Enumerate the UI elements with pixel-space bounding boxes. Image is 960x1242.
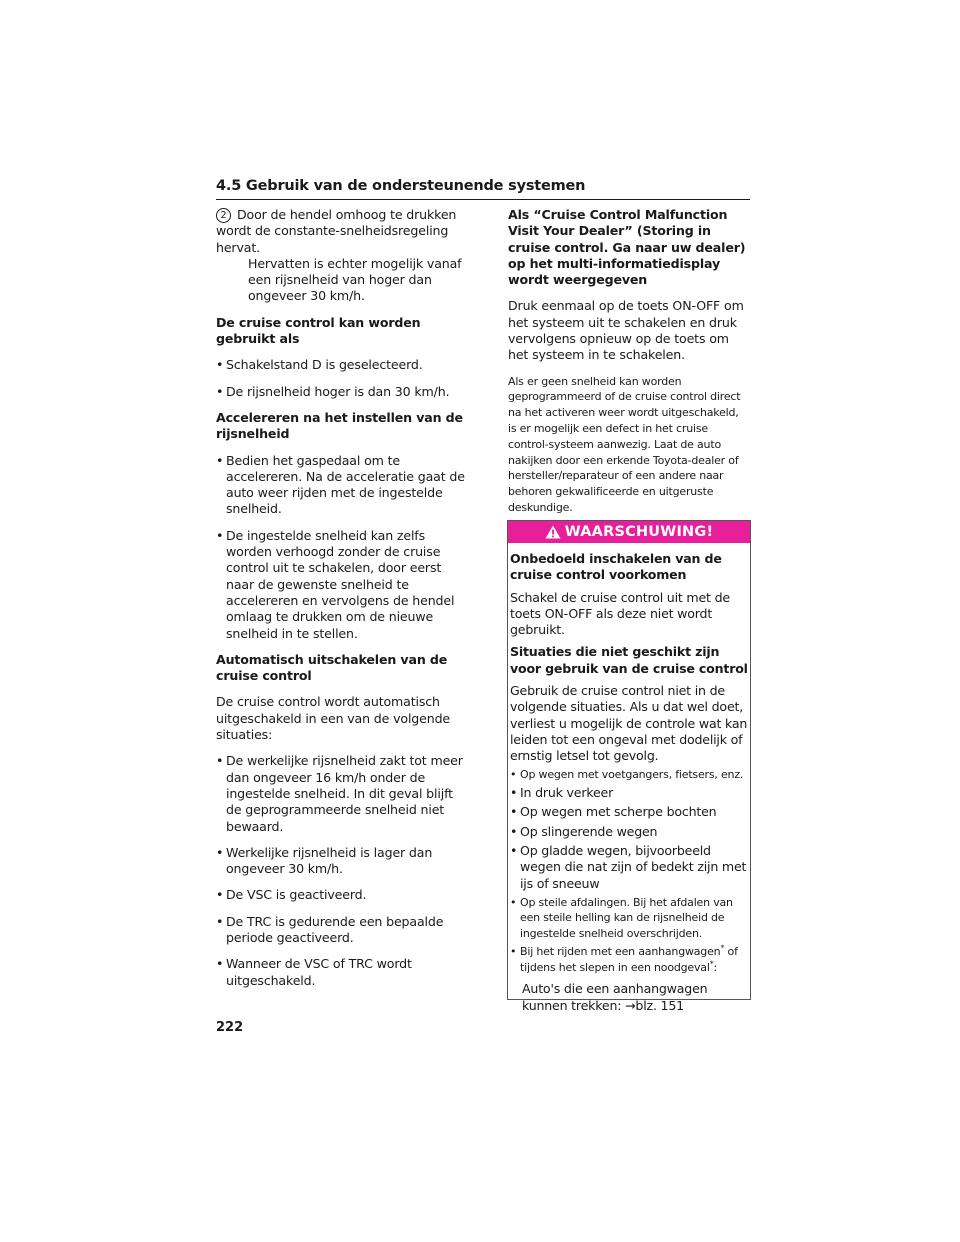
bullet-dot: • bbox=[510, 895, 517, 909]
step-number-badge: 2 bbox=[216, 208, 231, 223]
bullet-dot: • bbox=[216, 527, 224, 543]
list-item: • Bij het rijden met een aanhangwagen* of tijdens het slepen in een noodgeval*: bbox=[510, 943, 738, 974]
warning-para-2: Gebruik de cruise control niet in de volgende situaties. Als u dat wel doet, verliest u mogelijk de controle wat kan leiden tot een ongeval met dodelijk of ernstig letsel tot gevolg. bbox=[510, 683, 748, 764]
list-item: • Op wegen met scherpe bochten bbox=[510, 804, 717, 820]
malfunction-note: Als er geen snelheid kan worden geprogrammeerd of de cruise control direct na het activeren weer wordt uitgeschakeld, is er mogelijk een defect in het cruise control-systeem aanwezig. Laat de auto nakijken door een erkende Toyota-dealer of hersteller/reparateur of een andere naar behoren gekwalificeerde en uitgeruste deskundige. bbox=[508, 374, 741, 515]
right-column bbox=[508, 207, 750, 536]
malfunction-instruction: Druk eenmaal op de toets ON-OFF om het systeem uit te schakelen en druk vervolgens opnieuw op de toets om het systeem in te schakelen. bbox=[508, 298, 744, 363]
bullet-dot: • bbox=[510, 804, 518, 820]
bullet-dot: • bbox=[216, 887, 224, 903]
warning-body bbox=[508, 543, 750, 1014]
page-number: 222 bbox=[216, 1020, 244, 1035]
bullet-dot: • bbox=[216, 913, 224, 929]
list-item: • De werkelijke rijsnelheid zakt tot meer dan ongeveer 16 km/h onder de ingestelde snelheid. In dit geval blijft de geprogrammeerde snelheid niet bewaard. bbox=[216, 753, 463, 834]
list-item: • Wanneer de VSC of TRC wordt uitgeschakeld. bbox=[216, 956, 412, 988]
bullet-dot: • bbox=[216, 383, 224, 399]
list-item: • De TRC is gedurende een bepaalde periode geactiveerd. bbox=[216, 913, 444, 945]
footnote-star: * bbox=[709, 959, 714, 969]
heading-accelerate: Accelereren na het instellen van de rijsnelheid bbox=[216, 409, 463, 442]
bullet-dot: • bbox=[216, 357, 224, 373]
auto-off-intro: De cruise control wordt automatisch uitgeschakeld in een van de volgende situaties: bbox=[216, 694, 451, 743]
footnote-star: * bbox=[720, 943, 725, 953]
warning-title: WAARSCHUWING! bbox=[564, 524, 714, 540]
list-item: • De ingestelde snelheid kan zelfs worden verhoogd zonder de cruise control uit te schakelen, door eerst naar de gewenste snelheid te accelereren en vervolgens de hendel omlaag te drukken om de nieuwe snelheid in te stellen. bbox=[216, 527, 455, 641]
heading-auto-off: Automatisch uitschakelen van de cruise control bbox=[216, 651, 448, 684]
list-item: • Schakelstand D is geselecteerd. bbox=[216, 357, 423, 373]
list-item: • In druk verkeer bbox=[510, 785, 614, 801]
warning-box bbox=[507, 520, 751, 1013]
header-rule bbox=[216, 199, 750, 200]
warning-header bbox=[508, 521, 750, 543]
warning-para-1: Schakel de cruise control uit met de toets ON-OFF als deze niet wordt gebruikt. bbox=[510, 589, 730, 638]
bullet-dot: • bbox=[216, 844, 224, 860]
section-header: 4.5 Gebruik van de ondersteunende systemen bbox=[216, 178, 586, 194]
bullet-dot: • bbox=[216, 956, 224, 972]
heading-malfunction: Als “Cruise Control Malfunction Visit Your Dealer” (Storing in cruise control. Ga naar uw dealer) op het multi-informatiedisplay wordt weergegeven bbox=[508, 207, 746, 288]
list-item: • Op steile afdalingen. Bij het afdalen van een steile helling kan de rijsnelheid de ingestelde snelheid overschrijden. bbox=[510, 895, 733, 940]
list-item: • Werkelijke rijsnelheid is lager dan ongeveer 30 km/h. bbox=[216, 844, 433, 877]
list-item: • Bedien het gaspedaal om te accelereren. Na de acceleratie gaat de auto weer rijden met de ingestelde snelheid. bbox=[216, 452, 465, 517]
left-column bbox=[216, 207, 468, 999]
warning-heading-2: Situaties die niet geschikt zijn voor gebruik van de cruise control bbox=[510, 644, 748, 676]
bullet-dot: • bbox=[510, 767, 517, 781]
trailer-note: Auto's die een aanhangwagen kunnen trekken: →blz. 151 bbox=[522, 981, 708, 1013]
bullet-dot: • bbox=[510, 823, 518, 839]
list-item: • Op slingerende wegen bbox=[510, 823, 658, 839]
list-item: • De VSC is geactiveerd. bbox=[216, 887, 367, 903]
list-item: • Op wegen met voetgangers, fietsers, enz. bbox=[510, 767, 744, 781]
bullet-dot: • bbox=[216, 753, 224, 769]
warning-triangle-icon bbox=[545, 525, 561, 539]
bullet-dot: • bbox=[510, 945, 517, 959]
step-2 bbox=[216, 207, 468, 256]
heading-cruise-usable: De cruise control kan worden gebruikt als bbox=[216, 314, 421, 347]
bullet-dot: • bbox=[216, 452, 224, 468]
list-item: • De rijsnelheid hoger is dan 30 km/h. bbox=[216, 383, 450, 399]
list-item: • Op gladde wegen, bijvoorbeeld wegen die nat zijn of bedekt zijn met ijs of sneeuw bbox=[510, 842, 747, 891]
step-2-note: Hervatten is echter mogelijk vanaf een rijsnelheid van hoger dan ongeveer 30 km/h. bbox=[248, 255, 462, 304]
bullet-dot: • bbox=[510, 785, 518, 801]
step-2-text: Door de hendel omhoog te drukken wordt de constante-snelheidsregeling hervat. bbox=[216, 207, 457, 255]
bullet-dot: • bbox=[510, 842, 518, 858]
warning-heading-1: Onbedoeld inschakelen van de cruise control voorkomen bbox=[510, 551, 722, 583]
